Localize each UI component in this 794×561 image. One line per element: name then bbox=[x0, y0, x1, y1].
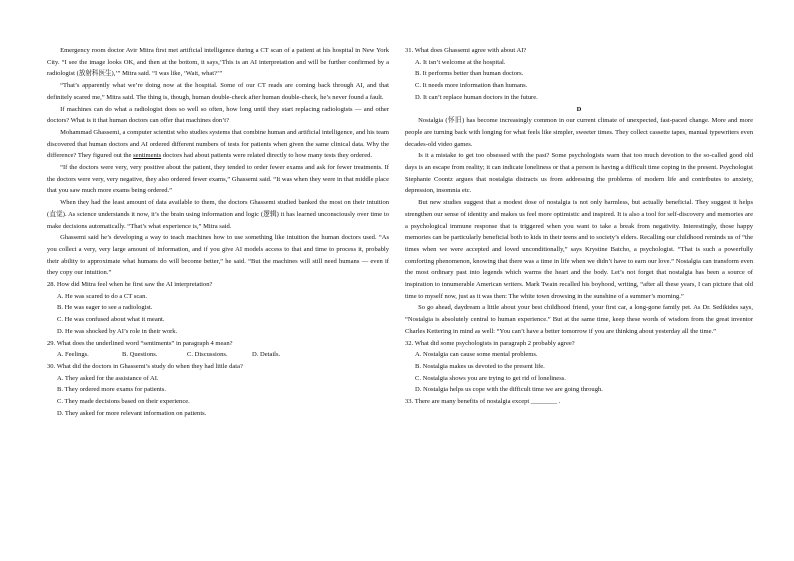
question-28-option-a[interactable]: A. He was scared to do a CT scan. bbox=[57, 292, 148, 300]
passage-d-paragraph-3: But new studies suggest that a modest dose of nostalgia is not only harmless, but actually beneficial. They suggest it helps strengthen our sense of identity and makes us feel more optimistic and inspired. It is also a tool for self-discovery and memories are a psychological immune response that is triggered when you want to take a break from negativity. Interestingly, those happy memories can be particularly beneficial both to kids in their teens and to society’s elders. Recalling our childhood reminds us of “the times when we were accepted and loved unconditionally,” says Krystine Batcho, a psychologist. “That is such a powerfully comforting phenomenon, knowing that there was a time in life when we didn’t have to earn our love.” Nostalgia can transform even the most ordinary past into legends which warms the heart and the body. Let’s not forget that nostalgia has been a source of inspiration to innumerable American writers. Mark Twain recalled his boyhood, writing, “after all these years, I can picture that old time to myself now, just as it was then: The white town drowsing in the sunshine of a summer’s morning.” bbox=[405, 199, 753, 300]
paragraph-4-text-before: Mohammad Ghassemi, a computer scientist who studies systems that combine human and artificial intelligence, and his team discovered that human doctors and AI ordered different numbers of tests for patients when given the same clinical data. Why the difference? They figured out the bbox=[47, 128, 389, 160]
question-30-option-b[interactable]: B. They ordered more exams for patients. bbox=[57, 386, 166, 394]
passage-d-paragraph-1: Nostalgia (怀旧) has become increasingly common in our current climate of unexpected, fast-paced change. More and more people are turning back with longing for what feels like simpler, sweeter times. They collect cassette tapes, manual typewriters even decades-old video games. bbox=[405, 117, 753, 148]
question-29-option-a[interactable]: A. Feelings. bbox=[57, 351, 89, 359]
question-30-stem: 30. What did the doctors in Ghassemi’s study do when they had little data? bbox=[47, 362, 243, 370]
passage-c-paragraph-2: “That’s apparently what we’re doing now at the hospital. Some of our CT reads are coming back through AI, and that definitely scared me,” Mitra said. The thing is, though, human double-check after human double-check, he’s never found a fault. bbox=[47, 82, 389, 101]
question-29-options bbox=[47, 349, 389, 361]
question-29-option-d[interactable]: D. Details. bbox=[252, 351, 281, 359]
question-33-stem: 33. There are many benefits of nostalgia except ________ . bbox=[405, 398, 561, 406]
question-29-option-c[interactable]: C. Discussions. bbox=[187, 351, 228, 359]
left-column bbox=[47, 45, 389, 420]
question-30-option-d[interactable]: D. They asked for more relevant information on patients. bbox=[57, 409, 207, 417]
underlined-word-sentiments: sentiments bbox=[133, 152, 162, 160]
question-32-option-c[interactable]: C. Nostalgia shows you are trying to get rid of loneliness. bbox=[415, 374, 566, 382]
right-column bbox=[405, 45, 753, 408]
question-30-option-a[interactable]: A. They asked for the assistance of AI. bbox=[57, 374, 159, 382]
passage-d-paragraph-2: Is it a mistake to get too obsessed with the past? Some psychologists warn that too much devotion to the so-called good old days is an escape from reality; it can indicate loneliness or that a person is having a difficult time coping in the present. Psychologist Stephanie Coontz argues that nostalgia distracts us from addressing the problems of modern life and contributes to anxiety, depression, insomnia etc. bbox=[405, 152, 753, 195]
question-32-stem: 32. What did some psychologists in paragraph 2 probably agree? bbox=[405, 339, 575, 347]
question-31-option-c[interactable]: C. It needs more information than humans. bbox=[415, 82, 528, 90]
question-30-option-c[interactable]: C. They made decisions based on their experience. bbox=[57, 398, 190, 406]
question-29-option-b[interactable]: B. Questions. bbox=[122, 351, 158, 359]
passage-c-paragraph-4 bbox=[47, 127, 389, 162]
question-31-stem: 31. What does Ghassemi agree with about AI? bbox=[405, 47, 527, 54]
question-32-option-a[interactable]: A. Nostalgia can cause some mental problems. bbox=[415, 351, 538, 359]
paragraph-4-text-after: doctors had about patients were related directly to how many tests they ordered. bbox=[161, 152, 373, 160]
passage-c-paragraph-6: When they had the least amount of data available to them, the doctors Ghassemi studied banked the most on their intuition (直觉). As science understands it now, it’s the brain using information and logic (逻辑) it has learned unconsciously over time to make decisions automatically. “That’s what experience is,” Mitra said. bbox=[47, 199, 389, 230]
passage-c-paragraph-3: If machines can do what a radiologist does so well so often, how long until they start replacing radiologists — and other doctors? What is it that human doctors can offer that machines don’t? bbox=[47, 105, 389, 125]
question-31-option-a[interactable]: A. It isn’t welcome at the hospital. bbox=[415, 58, 506, 66]
question-28-option-d[interactable]: D. He was shocked by AI’s role in their work. bbox=[57, 327, 178, 335]
passage-c-paragraph-5: “If the doctors were very, very positive about the patient, they tended to order fewer exams and ask for fewer treatments. If the doctors were very, very negative, they also ordered fewer exams,” Ghassemi said. “It was when they were in that middle place that you saw much more exams being ordered.” bbox=[47, 164, 389, 195]
passage-c-paragraph-7: Ghassemi said he’s developing a way to teach machines how to use something like intuition the human doctors used. “As you collect a very, very large amount of information, and if you give AI models access to that and time to process it, probably their ability to approximate what humans do will become better,” he said. “But the machines will still need humans — even if they copy our intuition.” bbox=[47, 234, 389, 277]
question-28-option-c[interactable]: C. He was confused about what it meant. bbox=[57, 316, 165, 324]
question-31-option-b[interactable]: B. It performs better than human doctors. bbox=[415, 70, 524, 78]
passage-d-heading: D bbox=[576, 105, 582, 113]
passage-c-paragraph-1: Emergency room doctor Avir Mitra first met artificial intelligence during a CT scan of a patient at his hospital in New York City. “I see the image looks OK, and then at the bottom, it says,‘This is an AI interpretation and will be further confirmed by a radiologist (放射科医生),’” Mitra said. “I was like, ‘Wait, what?’” bbox=[47, 47, 389, 78]
question-32-option-d[interactable]: D. Nostalgia helps us cope with the difficult time we are going through. bbox=[415, 386, 603, 394]
passage-d-paragraph-4: So go ahead, daydream a little about your best childhood friend, your first car, a long-gone family pet. As Dr. Sedikides says, “Nostalgia is absolutely central to human experience.” But at the same time, keep these words of wisdom from the great inventor Charles Kettering in mind as well: “You can’t have a better tomorrow if you are thinking about yesterday all the time.” bbox=[405, 304, 753, 335]
question-31-option-d[interactable]: D. It can’t replace human doctors in the future. bbox=[415, 93, 538, 101]
question-32-option-b[interactable]: B. Nostalgia makes us devoted to the present life. bbox=[415, 362, 545, 370]
question-28-stem: 28. How did Mitra feel when he first saw the AI interpretation? bbox=[47, 281, 213, 289]
question-28-option-b[interactable]: B. He was eager to see a radiologist. bbox=[57, 304, 153, 312]
question-29-stem: 29. What does the underlined word “sentiments” in paragraph 4 mean? bbox=[47, 339, 233, 347]
